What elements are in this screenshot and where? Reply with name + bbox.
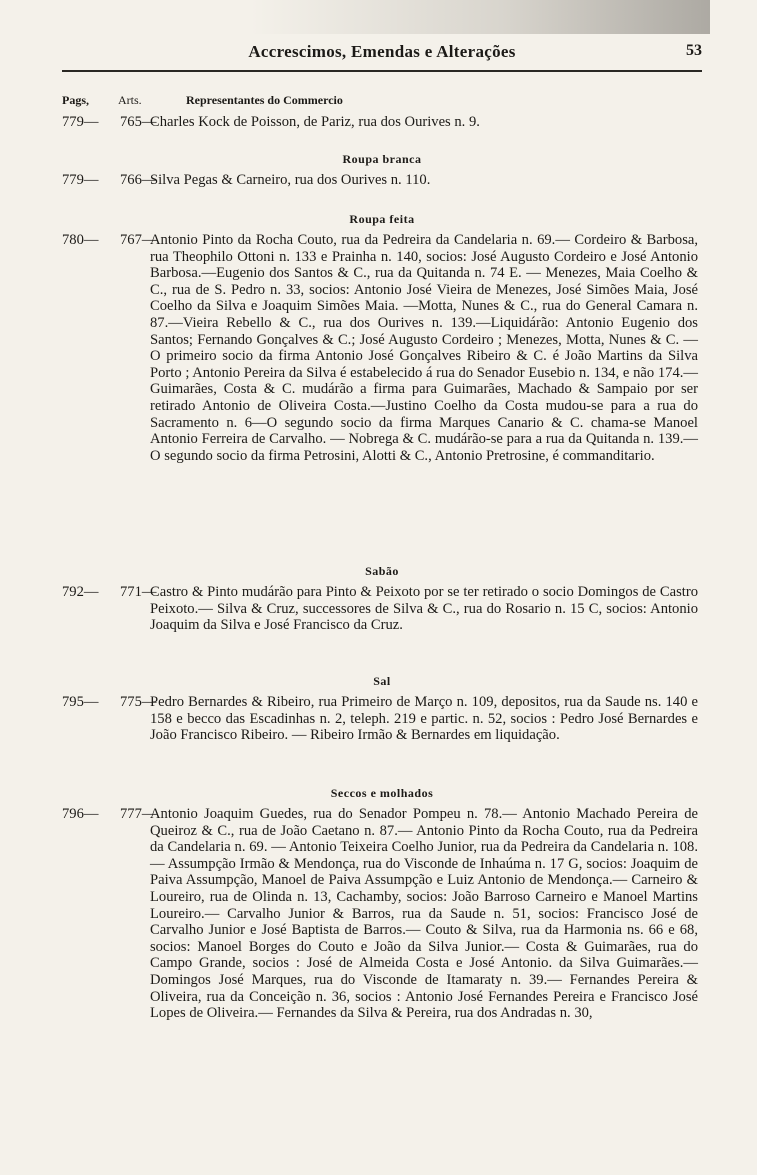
entry-page-ref: 780— [62,232,99,248]
entry-article-ref: 767— [120,232,157,248]
entry-article-ref: 771— [120,584,157,600]
entry-text: Castro & Pinto mudárão para Pinto & Peixoto por se ter retirado o socio Domingos de Castro Peixoto.— Silva & Cruz, successores de Silva & C., rua do Rosario n. 15 C, socios: Antonio Joaquim da Silva e José Francisco da Cruz. [150,584,698,634]
category-heading: Roupa branca [342,152,422,166]
entry-text: Antonio Pinto da Rocha Couto, rua da Pedreira da Candelaria n. 69.— Cordeiro & Barbosa, rua Theophilo Ottoni n. 133 e Prainha n. 140, socios: José Augusto Cordeiro e José Antonio Barbosa.—Eugenio dos Santos & C., rua da Quitanda n. 74 E. — Menezes, Maia Coelho & C., rua de S. Pedro n. 33, socios: Antonio José Vieira de Menezes, José Simões Maia, José Coelho da Silva e Joaquim Simões Maia. —Motta, Nunes & C., rua do General Camara n. 87.—Vieira Rebello & C., rua dos Ourives n. 139.—Liquidárão: Antonio Eugenio dos Santos; Fernando Gonçalves & C.; José Augusto Cordeiro ; Menezes, Motta, Nunes & C. — O primeiro socio da firma Antonio José Gonçalves Ribeiro & C. é João Martins da Silva Porto ; Antonio Pereira da Silva é estabelecido á rua do Senador Eusebio n. 134, e não 174.—Guimarães, Costa & C. mudárão a firma para Guimarães, Machado & Sampaio por ser retirado Antonio de Oliveira Costa.—Justino Coelho da Costa mudou-se para a rua do Sacramento n. 6—O segundo socio da firma Marques Canario & C. chama-se Manoel Antonio Ferreira de Carvalho. — Nobrega & C. mudárão-se para a rua da Quitanda n. 139.—O segundo socio da firma Petrosini, Alotti & C., Antonio Pretrosine, é commanditario. [150,232,698,464]
page-header [62,40,702,66]
entry-article-ref: 765— [120,114,157,130]
page-edge-stain [250,0,710,34]
category-heading: Sabão [365,564,399,578]
category-heading: Roupa feita [349,212,415,226]
page-number: 53 [686,42,702,59]
entry-page-ref: 779— [62,114,99,130]
column-header-pags: Pags, [62,93,89,107]
category-heading: Seccos e molhados [330,786,434,800]
entry-page-ref: 795— [62,694,99,710]
column-header-arts: Arts. [118,93,142,107]
category-heading: Sal [373,674,391,688]
entry-text: Antonio Joaquim Guedes, rua do Senador Pompeu n. 78.— Antonio Machado Pereira de Queiroz & C., rua de João Caetano n. 87.— Antonio Pinto da Rocha Couto, rua da Pedreira da Candelaria n. 69. — Antonio Teixeira Coelho Junior, rua da Pedreira da Candelaria n. 108.— Assumpção Irmão & Mendonça, rua do Visconde de Inhaúma n. 17 G, socios: Joaquim de Paiva Assumpção, Manoel de Paiva Assumpção e Luiz Antonio de Mendonça.— Carneiro & Loureiro, rua de Olinda n. 13, Cachamby, socios: João Barroso Carneiro e Manoel Martins Loureiro.— Carvalho Junior & Barros, rua da Saude n. 51, socios: Francisco José de Carvalho Junior e José Baptista de Barros.— Couto & Silva, rua da Harmonia ns. 66 e 68, socios: Manoel Borges do Couto e João da Silva Junior.— Costa & Guimarães, rua do Campo Grande, socios : José de Almeida Costa e José Antonio. da Silva Guimarães.— Domingos José Marques, rua do Visconde de Itamaraty n. 39.— Fernandes Pereira & Oliveira, rua da Conceição n. 36, socios : Antonio José Fernandes Pereira e Francisco José Lopes de Oliveira.— Fernandes da Silva & Pereira, rua dos Andradas n. 30, [150,806,698,1022]
entry-page-ref: 792— [62,584,99,600]
header-rule [62,70,702,72]
running-title: Accrescimos, Emendas e Alterações [248,42,516,61]
entry-article-ref: 777— [120,806,157,822]
entry-text: Charles Kock de Poisson, de Pariz, rua dos Ourives n. 9. [150,114,480,130]
entry-page-ref: 796— [62,806,99,822]
entry-text: Pedro Bernardes & Ribeiro, rua Primeiro de Março n. 109, depositos, rua da Saude ns. 140 e 158 e becco das Escadinhas n. 2, teleph. 219 e partic. n. 52, socios : Pedro José Bernardes e João Francisco Ribeiro. — Ribeiro Irmão & Bernardes em liquidação. [150,694,698,744]
entry-article-ref: 766— [120,172,157,188]
entry-text: Silva Pegas & Carneiro, rua dos Ourives n. 110. [150,172,431,188]
entry-article-ref: 775— [120,694,157,710]
entry-page-ref: 779— [62,172,99,188]
category-heading: Representantes do Commercio [186,93,343,107]
